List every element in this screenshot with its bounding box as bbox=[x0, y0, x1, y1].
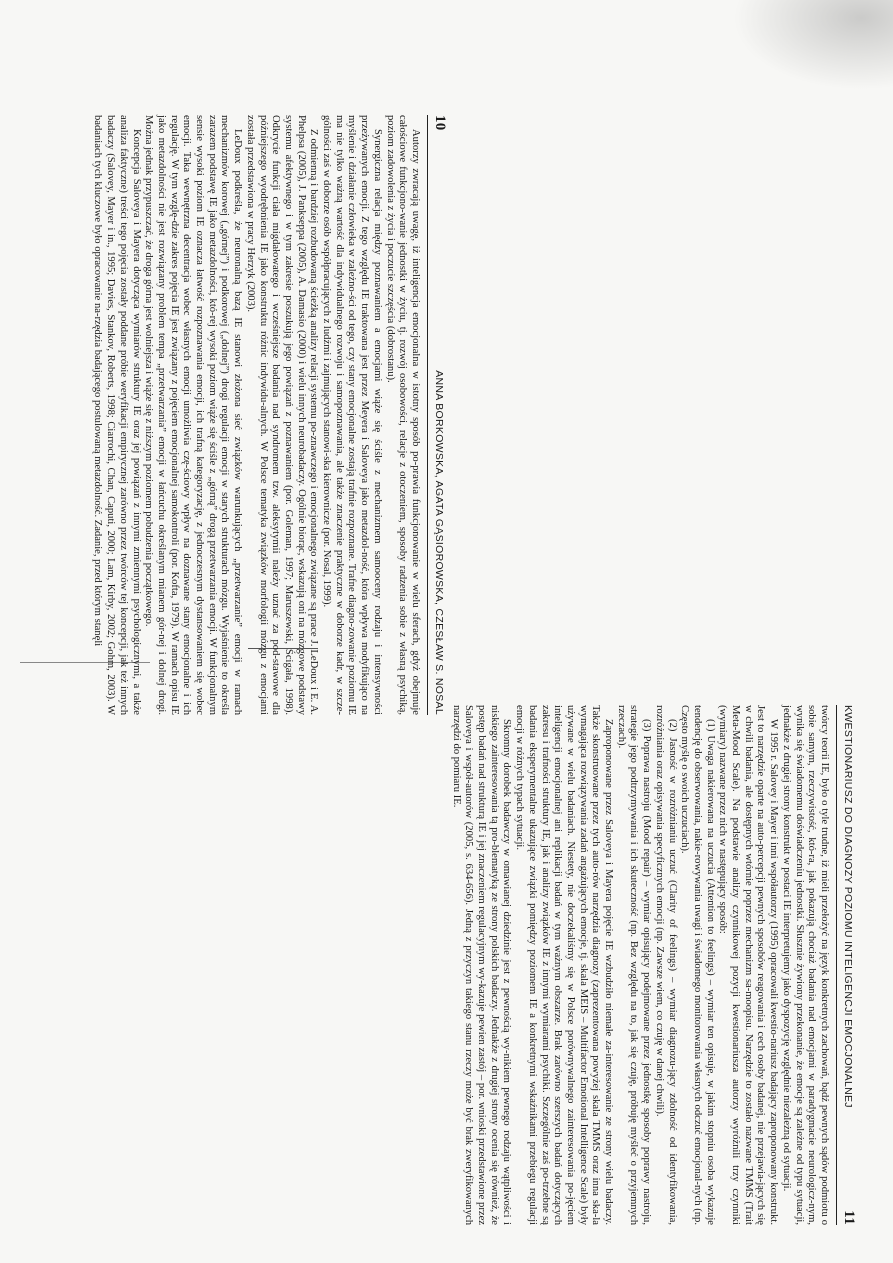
right-running-title: KWESTIONARIUSZ DO DIAGNOZY POZIOMU INTELIGENCJI EMOCJONALNEJ bbox=[842, 705, 854, 1108]
scan-artifact bbox=[733, 0, 893, 90]
right-paragraph: (1) Uwaga nakierowana na uczucia (Attention to feelings) – wymiar ten opisuje, w jakim stopniu osoba wykazuje tendencję do obserwowania, nakie-rowywania uwagi i świadomego monitorowania własnych odczuć emocjonal-nych (np. Często myślę o swoich uczuciach). bbox=[679, 705, 716, 1225]
right-paragraph: (2) Jasność w rozróżnianiu uczuć (Clarity of feelings) – wymiar diagnozu-jący zdolność od identyfikowania, rozróżniania oraz opisywania specyficznych emocji (np. Zawsze wiem, co czuję w danej chwili). bbox=[653, 705, 678, 1225]
right-page-number: 11 bbox=[841, 1210, 857, 1225]
left-paragraph: Autorzy zwracają uwagę, iż inteligencja emocjonalna w istotny sposób po-prawia funkcjonowanie w wielu sferach, gdyż obejmuje całościowe funkcjono-wanie jednostki w życiu, tj. rozwój osobowości, relacje z otoczeniem, sposoby radzenia sobie z własną psychiką, poziom zadowolenia z życia i poczucie szczęścia (dobrostanu). bbox=[384, 115, 421, 715]
left-running-title: ANNA BORKOWSKA, AGATA GĄSIOROWSKA, CZESŁAW S. NOSAL bbox=[433, 370, 445, 715]
right-paragraph: W 1995 r. Salovey i Mayer i inni współautorzy (1995) opracowali kwestio-nariusz badający zaproponowany konstrukt. Jest to narzędzie oparte na auto-percepcji pewnych sposobów reagowania i cech osoby badanej, nie przejawia-jących się w chwili badania, ale dostępnych wtórnie poprzez mechanizm sa-moopisu. Narzędzie to zostało nazwane TMMS (Trait Meta-Mood Scale). Na podstawie analizy czynnikowej pozycji kwestionariusza autorzy wyróżnili trzy czynniki (wymiary) nazwane przez nich w następujący sposób: bbox=[717, 705, 780, 1225]
right-paragraph: Skromny dorobek badawczy w omawianej dziedzinie jest z pewnością wy-nikiem pewnego rodzaju wątpliwości i niskiego zainteresowania tą pro-blematyką ze strony polskich badaczy. Jednakże z drugiej strony ocenia się również, że postęp badań nad strukturą IE i jej znaczeniem regulacyjnym wy-kazuje pewien zastój – por. wnioski przedstawione przez Saloveya i współ-autorów (2005, s. 634-656). Jedną z przyczyn takiego stanu rzeczy może być brak zweryfikowanych narzędzi do pomiaru IE. bbox=[450, 705, 513, 1225]
left-paragraph: Koncepcja Saloveya i Mayera dotycząca wymiarów struktury IE oraz jej powiązań z innymi zmiennymi psychologicznymi, a także analiza faktyczne) treści tego pojęcia zostały poddane próbie weryfikacji empirycznej zarówno przez twórców tej koncepcji, jak też innych badaczy (Salovey, Mayer i in., 1995; Davies, Stankov, Roberts, 1998; Ciarrochi, Chan, Caputi, 2000; Lam, Kirby, 2002; Gohm, 2003). W badaniach tych kluczowe było opracowanie na-rzędzia badającego postulowaną metazdolność. Zadanie, przed którym stanęli bbox=[92, 115, 142, 715]
right-paragraph: (3) Poprawa nastroju (Mood repair) – wymiar opisujący podejmowane przez jednostkę sposoby poprawy nastroju, strategie jego podtrzymywania i ich skuteczność (np. Bez względu na to, jak się czuję, próbuję myśleć o przyjemnych rzeczach). bbox=[615, 705, 653, 1225]
left-running-head bbox=[427, 115, 448, 715]
right-running-head bbox=[836, 705, 857, 1225]
left-page-number: 10 bbox=[432, 115, 448, 131]
right-paragraph: Zaproponowane przez Saloveya i Mayera pojęcie IE wzbudziło niemałe za-interesowanie ze strony wielu badaczy. Także skonstruowane przez tych auto-rów narzędzia diagnozy (zaprezentowana powyżej skala TMMS oraz inna ska-la wymagająca rozwiązywania zadań angażujących emocje, tj. skala MEIS – Multifactor Emotional Intelligence Scale) były używane w wielu badaniach. Niestety, nie doczekaliśmy się w Polsce porównywalnego zainteresowania po-jęciem inteligencji emocjonalnej ani replikacji badań w tym ważnym obszarze. Brak zarówno szerszych badań dotyczących zakresu i trafności struktury IE, jak i analizy związków IE z innymi wymiarami psychiki. Szczególnie zaś po-trzebne są badania eksperymentalne ukazujące związki pomiędzy poziomem IE a konkretnymi wskaźnikami przebiegu regulacji emocji w różnych typach sytuacji. bbox=[514, 705, 615, 1225]
left-page bbox=[78, 115, 448, 715]
left-paragraph: Synergiczna relacja między poznawaniem a emocjami wiąże się ściśle z mechanizmem samooceny rodzaju i intensywności przeżywanych emocji. Z tego względu IE traktowana jest przez Meyera i Saloveya jako metazdol-ność, która wpływa modyfikująco na myślenie i działanie człowieka w zależno-ści od tego, czy stany emocjonalne zostają trafnie rozpoznane. Trafne diagno-zowanie poziomu IE ma nie tylko ważną wartość dla indywidualnego rozwoju i samopoznawania, ale także znaczenie praktyczne w doborze kadr, w szcze-gólności zaś w doborze osób współpracujących z ludźmi i zajmujących stanowi-ska kierownicze (por. Nosal, 1999). bbox=[321, 115, 383, 715]
right-page bbox=[450, 705, 857, 1225]
left-paragraph: Z odmienną i bardziej rozbudowaną ścieżką analizy relacji systemu po-znawczego i emocjonalnego związane są prace J. LeDoux i E. A. Phelpsa (2005), J. Pankseppa (2005), A. Damasio (2000) i wielu innych neurobadaczy. Ogólnie biorąc, wskazują oni na mózgowe podstawy systemu afektywnego i w tym zakresie poszukują jego powiązań z poznawaniem (por. Goleman, 1997; Maruszewski, Ścigała, 1998). Odkrycie funkcji ciała migdałowatego i wcześniejsze badania nad syndromem tzw. aleksytymii należy uznać za pod-stawowe dla późniejszego wyodrębnienia IE jako konstruktu różnic indywidu-alnych. W Polsce tematyka związków morfologii mózgu z emocjami została przedstawiona w pracy Herzyk (2003). bbox=[244, 115, 320, 715]
right-paragraph: twórcy teorii IE, było o tyle trudne, iż mieli przełożyć na język konkretnych zachowań, bądź pewnych sądów podmiotu o sobie samym, rzeczywistość, któ-ra, jak pokazują chociaż badania nad emocjami w paradygmacie neurologicz-nym, wynika się świadomemu doświadczeniu jednostki. Słusznie żywiony przekonanie, że emocje są zależne od typu sytuacji, jednakże z drugiej strony konstrukt w postaci IE interpretujemy jako dyspozycję względnie niezależną od sytuacji. bbox=[780, 705, 830, 1225]
left-paragraph: LeDoux podkreśla, że neuronalną bazą IE stanowi złożona sieć związków warunkujących „przetwarzanie” emocji w ramach mechanizmów korowej („górnej”) i podkorowej („dolnej”) drogi regulacji emocji w starych strukturach mózgu. Wyjaśnienie to określa zarazem podstawę IE jako metazdolności, któ-rej wysoki poziom wiąże się ściśle z „górną” drogą przetwarzania emocji. W funkcjonalnym sensie wysoki poziom IE oznacza łatwość rozpoznawania emocji, ich trafną kategoryzację, z jednoczesnym dystansowaniem się wobec emocji. Taka wewnętrzna decentracja wobec własnych emocji umożliwia czę-ściowy wpływ na doznawane stany emocjonalne i ich regulację. W tym wzglę-dzie zakres pojęcia IE jest związany z pojęciem emocjonalnej samokontroli (por. Kofta, 1979). W ramach opisu IE jako metazdolności nie jest rozwiązany problem tempa „przetwarzania” emocji w łańcuchu określanym mianem gór-nej i dolnej drogi. Można jednak przypuszczać, że droga górna jest wolniejsza i wiąże się z niższym poziomem pobudzenia początkowego. bbox=[143, 115, 244, 715]
